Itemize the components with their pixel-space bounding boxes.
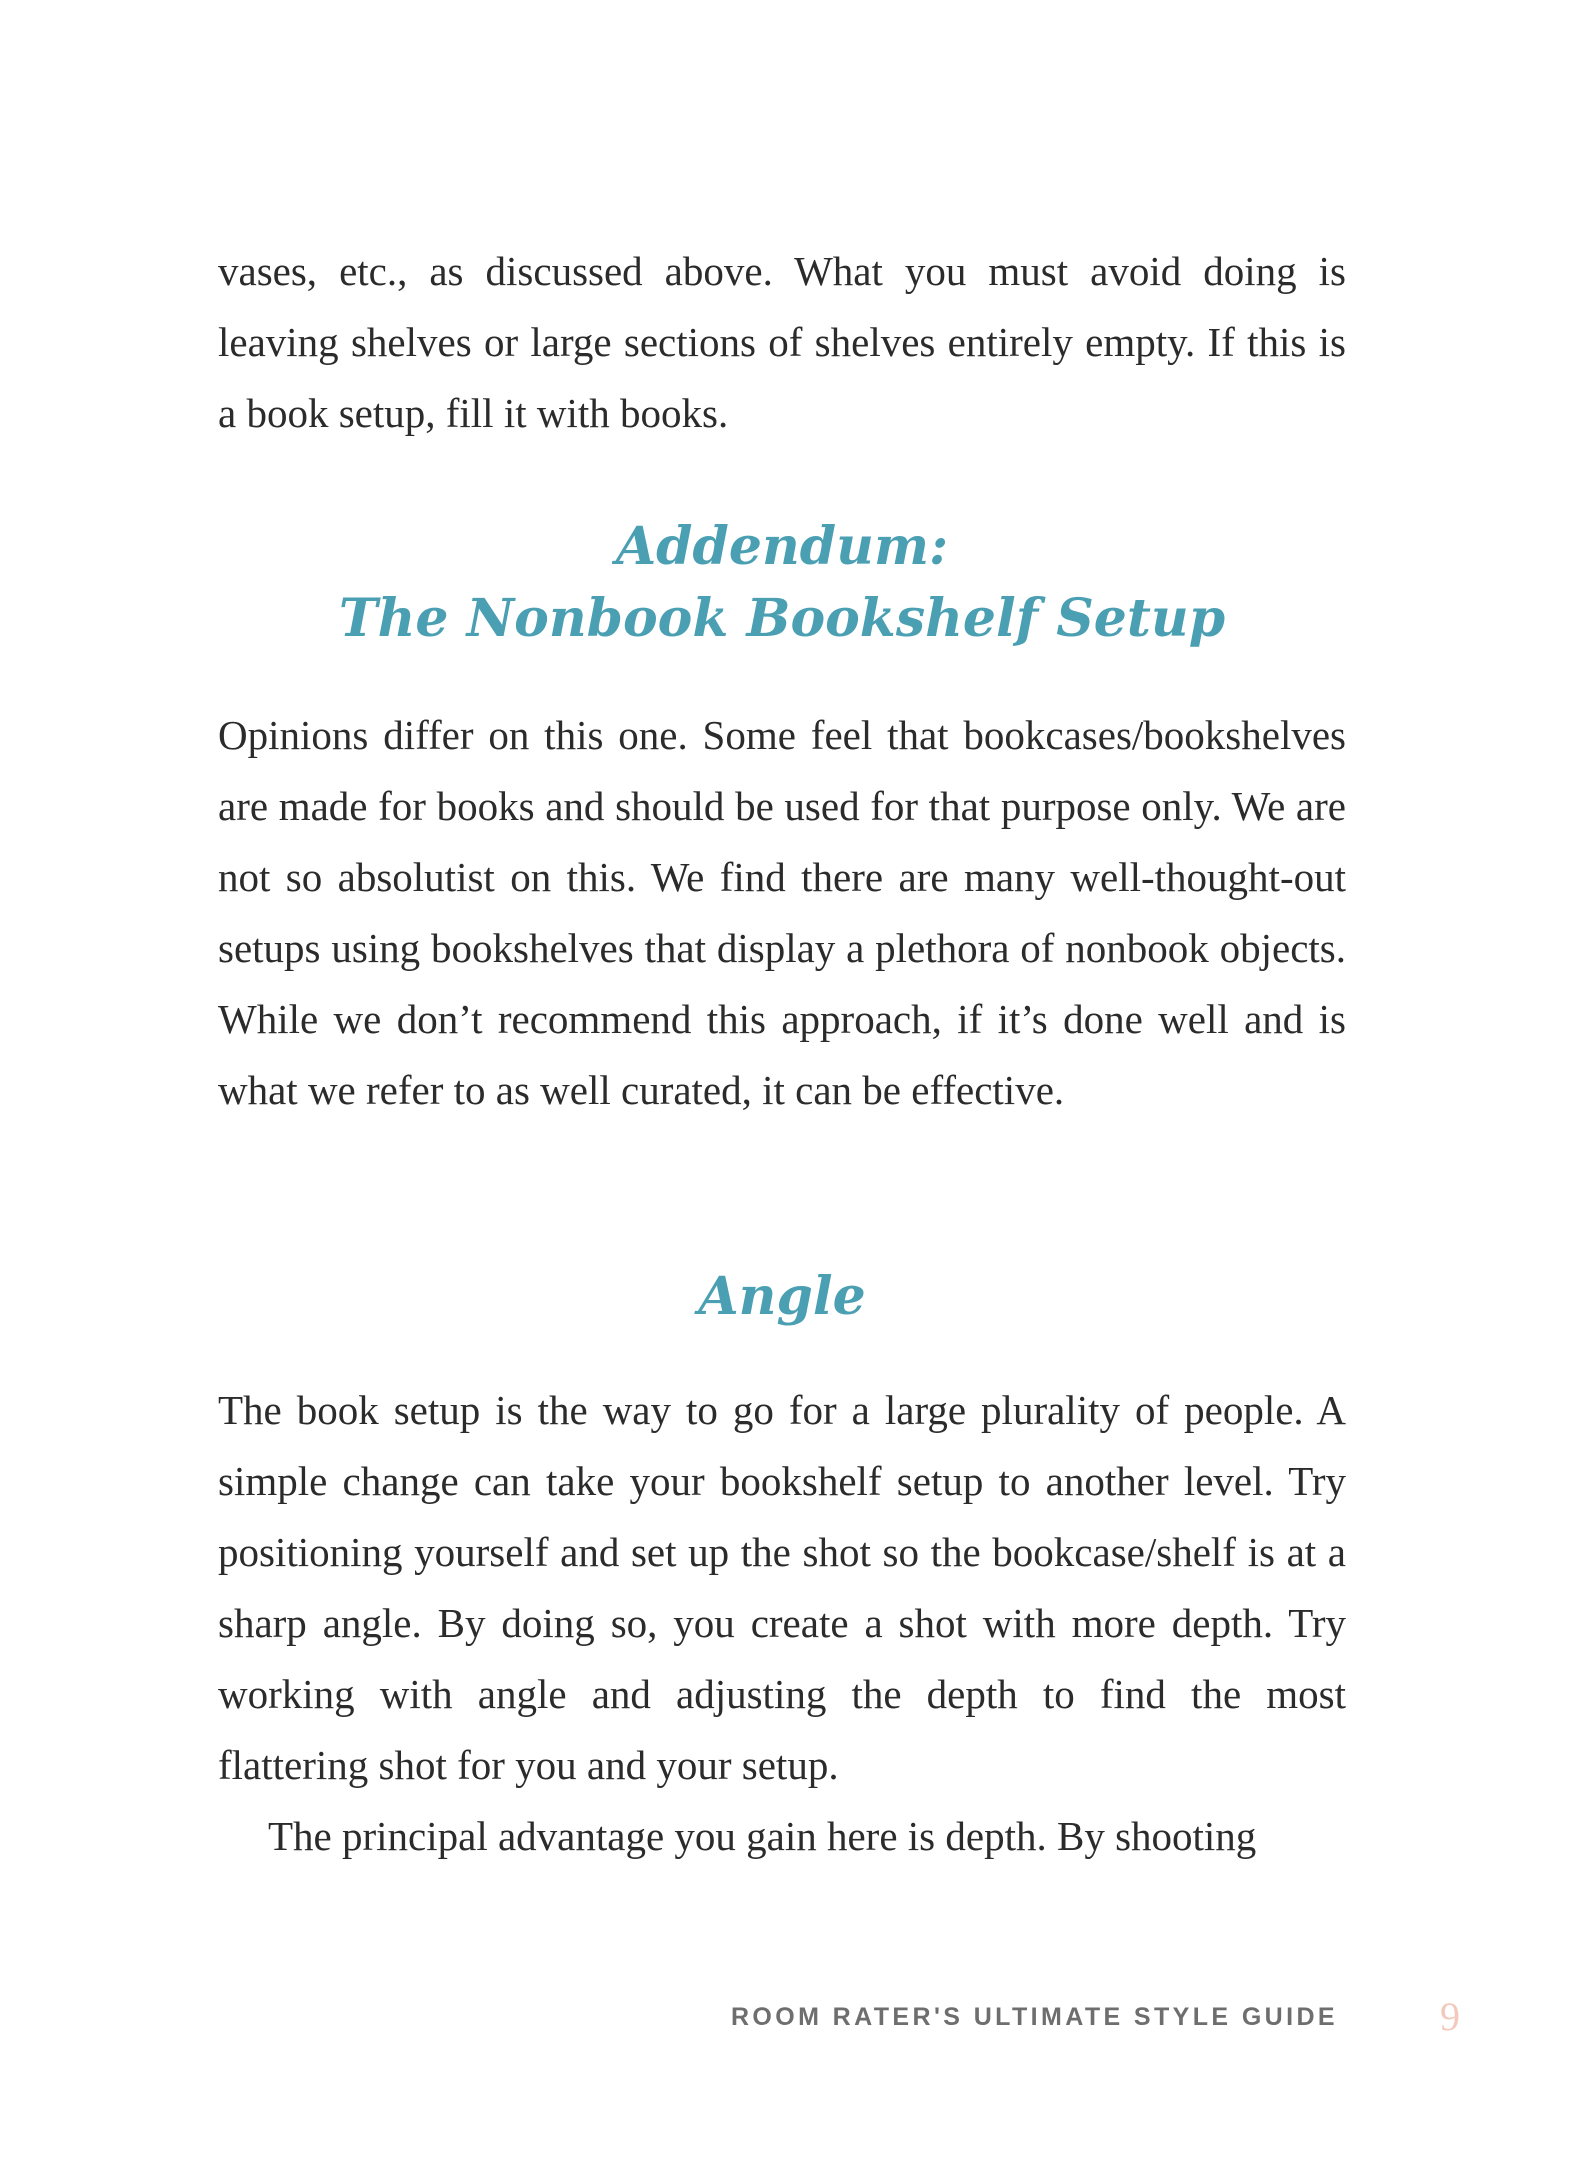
angle-paragraph-2: The principal advantage you gain here is depth. By shooting (268, 1813, 1257, 1859)
angle-paragraph-1: The book setup is the way to go for a large plurality of people. A simple change can take your bookshelf setup to another level. Try positioning yourself and set up the shot so the bookcase/​shelf is at a sharp angle. By doing so, you create a shot with more depth. Try working with angle and adjusting the depth to find the most flattering shot for you and your setup. (218, 1387, 1346, 1788)
intro-paragraph: vases, etc., as discussed above. What you must avoid doing is leaving shelves or large sections of shelves entirely empty. If this is a book setup, fill it with books. (218, 248, 1346, 436)
addendum-heading-line1: Addendum: (615, 516, 949, 577)
intro-section (218, 236, 1346, 449)
angle-section (218, 1375, 1346, 1872)
addendum-heading-line2: The Nonbook Bookshelf Setup (338, 588, 1226, 649)
angle-heading: Angle (698, 1266, 866, 1327)
nonbook-paragraph: Opinions differ on this one. Some feel that bookcases/bookshelves are made for books and should be used for that purpose only. We are not so absolutist on this. We find there are many well-thought-out setups using bookshelves that display a plethora of nonbook objects. While we don’t recommend this approach, if it’s done well and is what we refer to as well curated, it can be effective. (218, 712, 1346, 1113)
page-number: 9 (1440, 1994, 1460, 2039)
nonbook-section (218, 700, 1346, 1126)
running-footer-title: ROOM RATER'S ULTIMATE STYLE GUIDE (730, 2003, 1338, 2031)
addendum-heading (218, 511, 1346, 655)
